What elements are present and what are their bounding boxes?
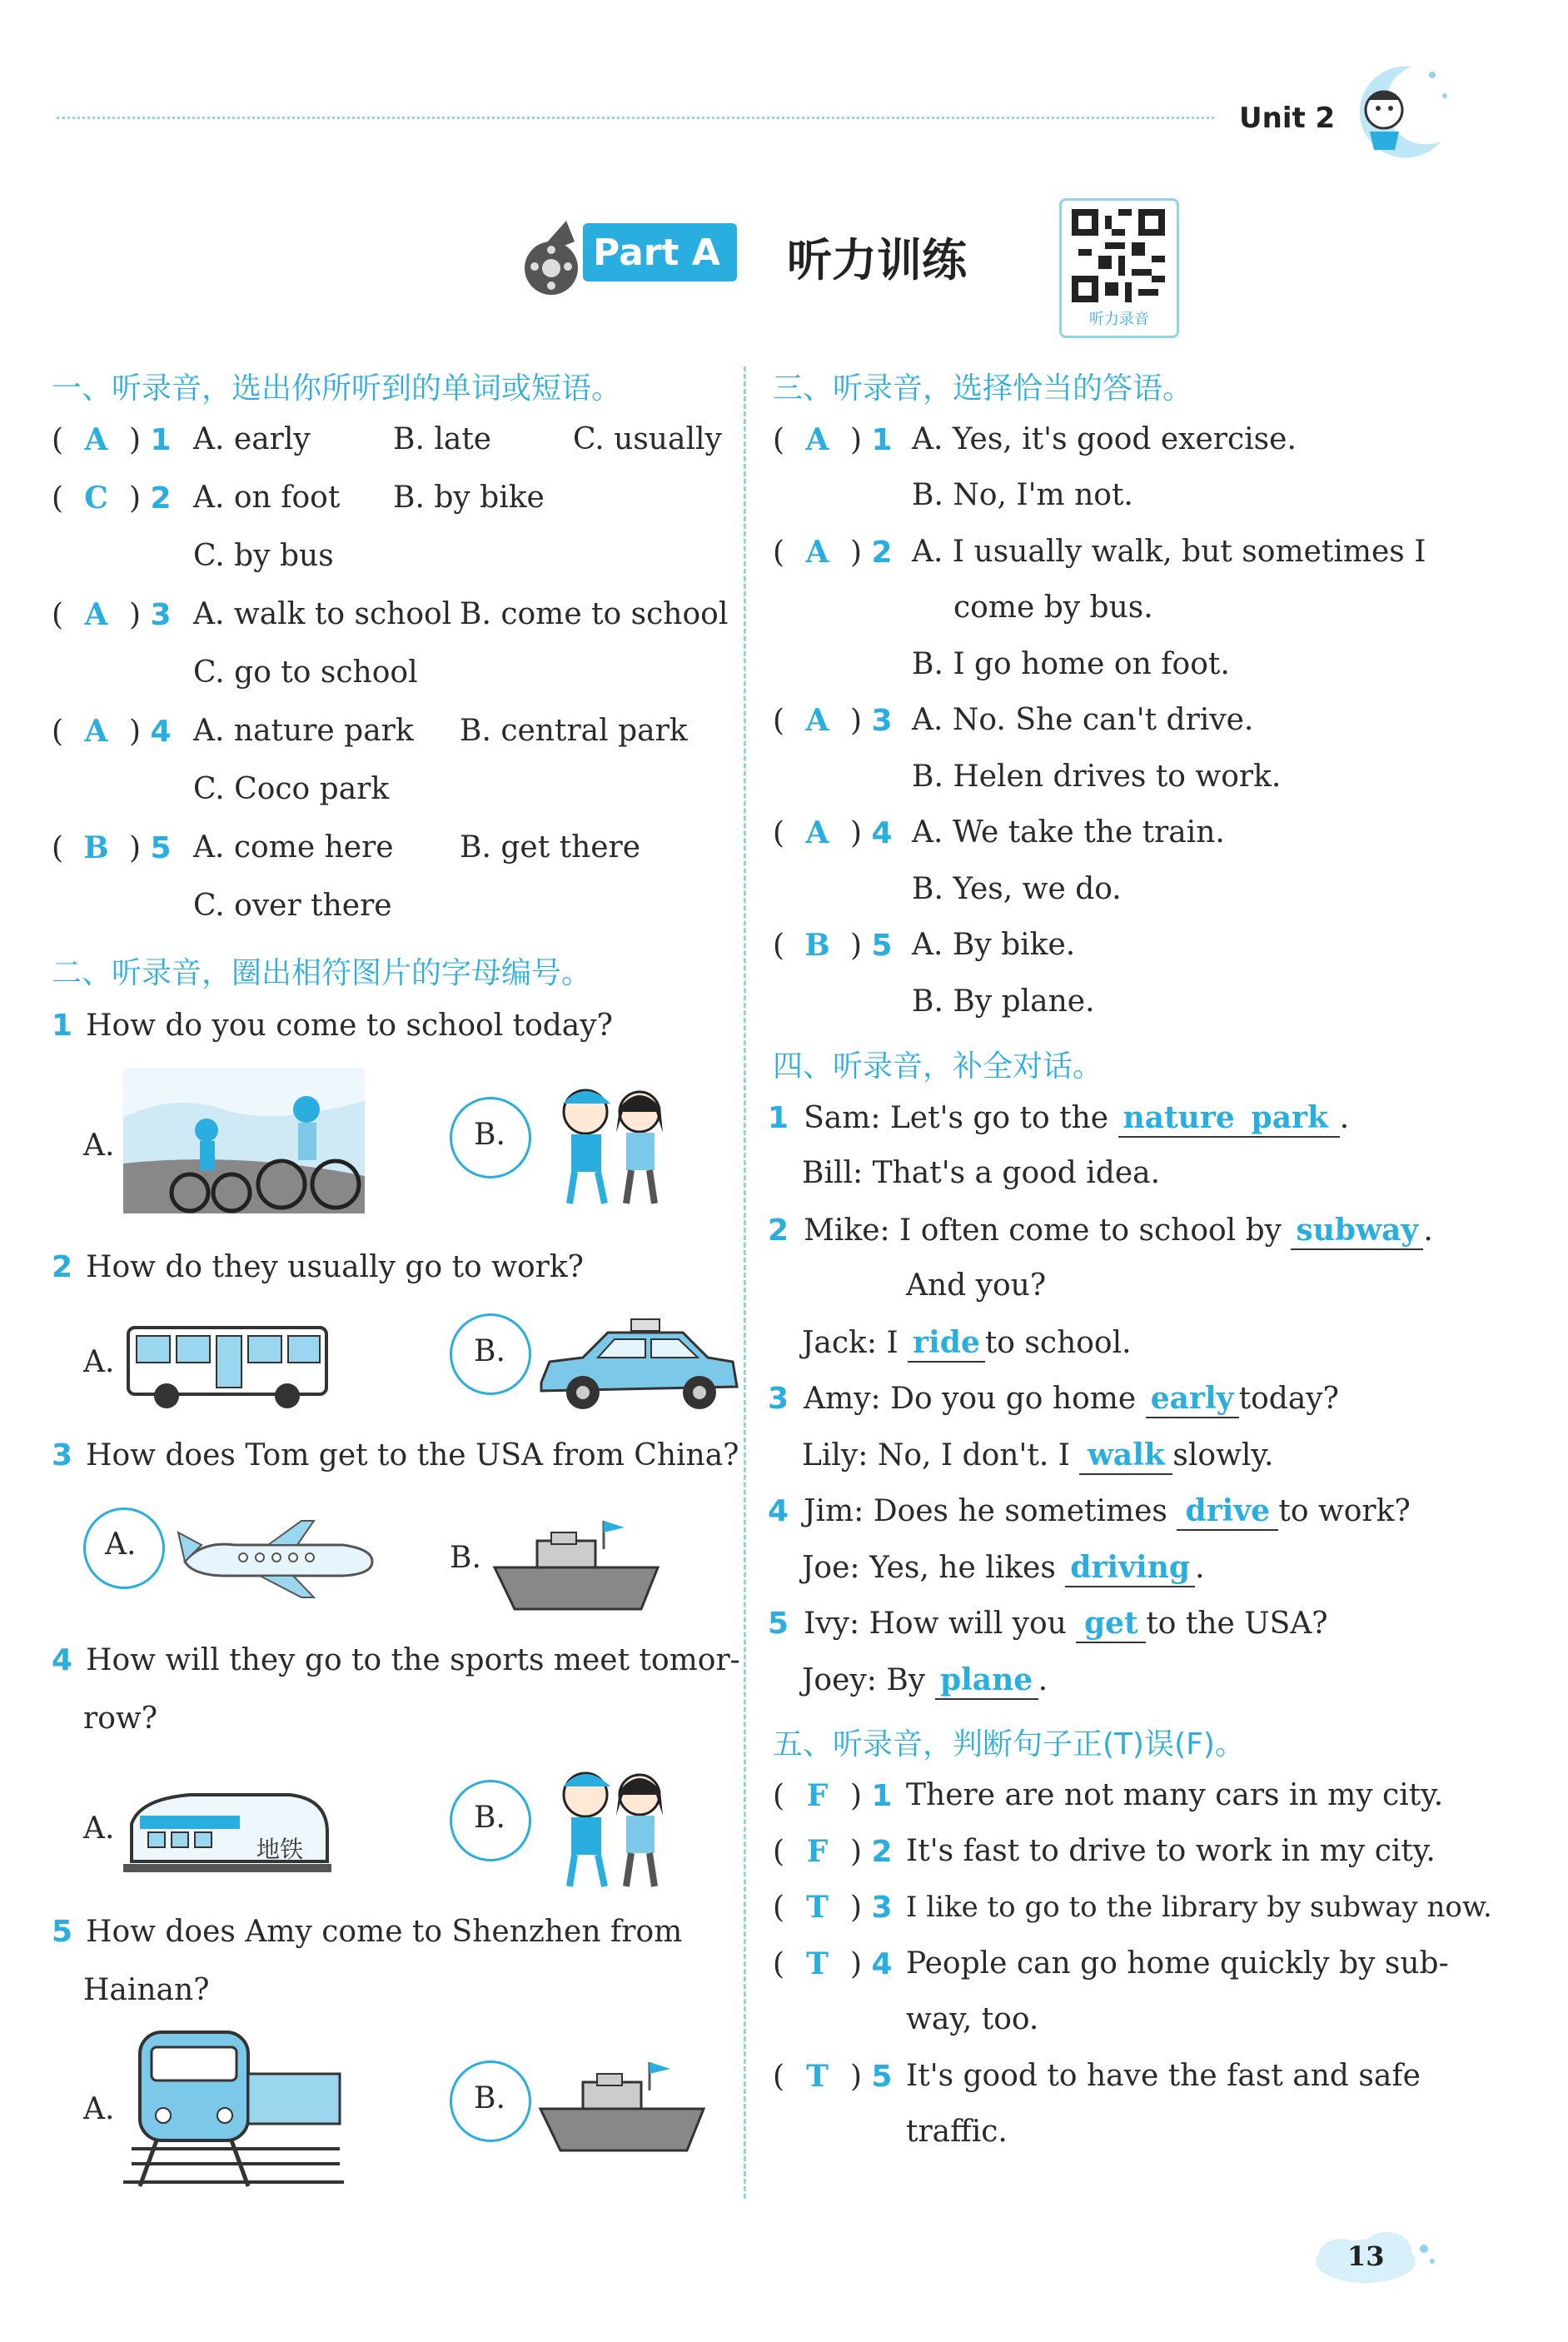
s1-q5-option-b: B. get there	[460, 830, 641, 865]
s5-q4-bracket-close: )	[849, 1947, 862, 1981]
s5-q2	[773, 1833, 893, 1871]
s3-q4-bracket-close: )	[849, 816, 862, 850]
s3-q5-option-a: A. By bike.	[912, 928, 1076, 962]
s3-q1-bracket-close: )	[849, 423, 862, 457]
taxi-picture	[533, 1316, 741, 1416]
s4-d3-text2: Lily: No, I don't. I	[802, 1438, 1070, 1472]
s1-q5	[52, 830, 172, 867]
s1-q4-bracket-open: (	[52, 715, 64, 749]
s3-q4	[773, 815, 893, 852]
s2-q3-text: How does Tom get to the USA from China?	[86, 1438, 739, 1472]
s2-q2	[52, 1249, 584, 1286]
s5-q3-bracket-open: (	[773, 1891, 785, 1925]
qr-caption: 听力录音	[1089, 311, 1149, 328]
s1-q1-number: 1	[150, 423, 172, 457]
s1-q5-option-c: C. over there	[193, 889, 392, 923]
s2-q2-option-a-label[interactable]: A.	[83, 1345, 115, 1379]
s5-q1-number: 1	[871, 1779, 893, 1813]
s4-d5-text1b: to the USA?	[1146, 1607, 1328, 1641]
s4-d5-line2: Joey: By plane .	[802, 1662, 1048, 1700]
s5-q5-text-cont: traffic.	[906, 2115, 1008, 2149]
s3-q5-bracket-close: )	[849, 929, 862, 963]
s2-q1-text: How do you come to school today?	[86, 1009, 613, 1043]
subway-picture	[123, 1782, 331, 1882]
s5-q3-text: I like to go to the library by subway now.	[906, 1891, 1492, 1924]
s1-q4-option-a: A. nature park	[193, 714, 414, 748]
s1-q1-bracket-open: (	[52, 423, 64, 457]
s3-q1-answer[interactable]: A	[805, 422, 829, 457]
s4-d3-blank1[interactable]: early	[1146, 1380, 1239, 1418]
s5-q1	[773, 1777, 893, 1815]
s3-q2-answer[interactable]: A	[805, 535, 829, 570]
s2-q4-option-b-label[interactable]: B.	[474, 1801, 505, 1835]
s1-q2-answer[interactable]: C	[84, 481, 108, 516]
s3-q2-bracket-close: )	[849, 536, 862, 570]
s2-q3-number: 3	[52, 1438, 73, 1472]
s3-q1	[773, 421, 893, 459]
s5-q5-answer[interactable]: T	[806, 2059, 829, 2094]
s1-q2-option-c: C. by bus	[193, 539, 334, 573]
s5-q5-text: It's good to have the fast and safe	[906, 2059, 1421, 2093]
s5-q2-bracket-close: )	[849, 1835, 862, 1869]
s4-d4-blank2[interactable]: driving	[1065, 1549, 1195, 1587]
s4-d4-line2: Joe: Yes, he likes driving .	[802, 1549, 1205, 1587]
s3-q4-option-b: B. Yes, we do.	[912, 872, 1122, 906]
s3-q3-number: 3	[871, 704, 893, 738]
s1-q2-bracket-open: (	[52, 481, 64, 516]
s1-q2-option-b: B. by bike	[393, 481, 545, 515]
s2-q5-text-cont: Hainan?	[83, 1973, 210, 2007]
s4-d2-text: Mike: I often come to school by	[804, 1213, 1282, 1248]
s3-q3-option-a: A. No. She can't drive.	[912, 703, 1254, 737]
s2-q1-option-a-label[interactable]: A.	[83, 1129, 115, 1163]
column-divider	[744, 366, 746, 2199]
s5-q2-text: It's fast to drive to work in my city.	[906, 1834, 1436, 1868]
s5-q4-number: 4	[871, 1947, 893, 1981]
s2-q5-option-a-label[interactable]: A.	[83, 2092, 115, 2126]
s4-d4-text: Jim: Does he sometimes	[804, 1494, 1167, 1528]
s3-q2-option-a-cont: come by bus.	[953, 590, 1153, 625]
section4-heading: 四、听录音，补全对话。	[773, 1049, 1103, 1084]
s4-d4-number: 4	[768, 1494, 789, 1528]
airplane-picture	[177, 1516, 376, 1599]
cyclists-picture	[123, 1068, 365, 1213]
s4-d4-text1b: to work?	[1278, 1494, 1411, 1528]
s1-q3-option-a: A. walk to school	[193, 597, 452, 631]
s3-q5-number: 5	[871, 929, 893, 963]
section2-heading: 二、听录音，圈出相符图片的字母编号。	[52, 956, 592, 990]
s1-q3-answer[interactable]: A	[84, 597, 108, 632]
s5-q1-bracket-open: (	[773, 1779, 785, 1813]
s2-q4-number: 4	[52, 1643, 73, 1677]
s2-q3-option-a-label[interactable]: A.	[105, 1527, 137, 1562]
s1-q1-option-a: A. early	[193, 422, 311, 456]
s5-q3	[773, 1889, 893, 1926]
section1-heading: 一、听录音，选出你所听到的单词或短语。	[52, 371, 622, 406]
s5-q3-number: 3	[871, 1891, 893, 1925]
s1-q5-number: 5	[150, 831, 172, 865]
s4-d3-blank2[interactable]: walk	[1079, 1437, 1172, 1475]
s1-q5-bracket-open: (	[52, 831, 64, 865]
s4-d5-line1	[768, 1605, 1328, 1643]
s4-d3-number: 3	[768, 1382, 789, 1416]
s1-q4-bracket-close: )	[128, 715, 141, 749]
s2-q5-number: 5	[52, 1915, 73, 1949]
s1-q3-option-b: B. come to school	[460, 597, 729, 631]
s2-q5-text: How does Amy come to Shenzhen from	[86, 1915, 683, 1949]
s3-q2-number: 2	[871, 536, 893, 570]
s3-q3-bracket-close: )	[849, 704, 862, 738]
header-dotted-line	[57, 117, 1214, 119]
s3-q3-answer[interactable]: A	[805, 703, 829, 738]
qr-code-icon	[1072, 209, 1165, 302]
s5-q5-bracket-close: )	[849, 2060, 862, 2094]
s3-q3	[773, 702, 893, 740]
s5-q4-bracket-open: (	[773, 1947, 785, 1981]
s4-d1-blank2[interactable]: park	[1240, 1099, 1340, 1138]
s4-d3-text2b: slowly.	[1172, 1438, 1274, 1472]
s1-q1	[52, 421, 172, 459]
s1-q3-bracket-open: (	[52, 598, 64, 632]
s4-d2-blank1[interactable]: subway	[1291, 1212, 1423, 1250]
s4-d4-blank1[interactable]: drive	[1177, 1492, 1278, 1531]
s3-q2-bracket-open: (	[773, 536, 785, 570]
s3-q2-option-a: A. I usually walk, but sometimes I	[912, 535, 1426, 569]
s5-q4-text: People can go home quickly by sub-	[906, 1946, 1449, 1981]
s1-q3-bracket-close: )	[128, 598, 141, 632]
s4-d3-line1	[768, 1380, 1339, 1418]
s4-d1-line2: Bill: That's a good idea.	[802, 1156, 1161, 1190]
s5-q4-text-cont: way, too.	[906, 2002, 1039, 2036]
unit-label: Unit 2	[1239, 102, 1336, 135]
s2-q1-option-b-label[interactable]: B.	[474, 1118, 505, 1152]
s1-q2-option-a: A. on foot	[193, 481, 341, 515]
s3-q5	[773, 927, 893, 964]
s4-d1-line1: 1 Sam: Let's go to the nature park .	[768, 1099, 1349, 1138]
s4-d2-line1: 2 Mike: I often come to school by subway .	[768, 1212, 1433, 1250]
s4-d5-text: Ivy: How will you	[804, 1607, 1067, 1641]
s1-q4	[52, 713, 172, 750]
s2-q3	[52, 1438, 739, 1474]
s1-q2	[52, 480, 172, 517]
s1-q3-number: 3	[150, 598, 172, 632]
s4-d5-number: 5	[768, 1607, 789, 1641]
s4-d4-line1	[768, 1492, 1411, 1531]
section5-heading: 五、听录音，判断句子正(T)误(F)。	[773, 1727, 1245, 1761]
ship-picture	[491, 1516, 662, 1616]
s1-q1-answer[interactable]: A	[84, 422, 108, 457]
s5-q4	[773, 1946, 893, 1983]
s3-q1-number: 1	[871, 423, 893, 457]
section3-heading: 三、听录音，选择恰当的答语。	[773, 371, 1193, 406]
s4-d2-text2b: to school.	[984, 1326, 1132, 1360]
s4-d1-number: 1	[768, 1101, 789, 1135]
s2-q2-text: How do they usually go to work?	[86, 1250, 584, 1284]
s1-q4-answer[interactable]: A	[84, 714, 108, 749]
s3-q4-bracket-open: (	[773, 816, 785, 850]
page-number: 13	[1347, 2240, 1385, 2272]
s4-d3-text1b: today?	[1238, 1382, 1339, 1416]
s2-q1-number: 1	[52, 1009, 73, 1043]
s1-q4-option-b: B. central park	[460, 714, 688, 748]
s5-q3-answer[interactable]: T	[806, 1890, 829, 1925]
s5-q1-answer[interactable]: F	[806, 1778, 829, 1813]
s2-q4-option-a-label[interactable]: A.	[83, 1811, 115, 1846]
s4-d2-number: 2	[768, 1213, 789, 1248]
s3-q1-option-a: A. Yes, it's good exercise.	[912, 422, 1297, 456]
s1-q3	[52, 596, 172, 634]
s3-q4-number: 4	[871, 816, 893, 850]
s2-q4-text-cont: row?	[83, 1702, 157, 1736]
s1-q5-bracket-close: )	[128, 831, 141, 865]
s5-q3-bracket-close: )	[849, 1891, 862, 1925]
s2-q1	[52, 1008, 613, 1044]
s2-q5-option-b-label[interactable]: B.	[474, 2081, 505, 2115]
s4-d2-line1b: And you?	[906, 1268, 1047, 1303]
bus-picture	[125, 1323, 333, 1414]
s4-d3-line2	[802, 1437, 1273, 1475]
s5-q1-bracket-close: )	[849, 1779, 862, 1813]
walking-kids-picture	[540, 1074, 685, 1212]
s5-q1-text: There are not many cars in my city.	[906, 1778, 1444, 1812]
s5-q2-number: 2	[871, 1835, 893, 1869]
s3-q5-answer[interactable]: B	[804, 928, 830, 963]
s3-q1-bracket-open: (	[773, 423, 785, 457]
s1-q5-option-a: A. come here	[193, 830, 394, 865]
s2-q3-option-b-label[interactable]: B.	[450, 1541, 481, 1575]
s5-q5	[773, 2058, 893, 2095]
subway-sign-text: 地铁	[256, 1836, 304, 1863]
s1-q1-option-c: C. usually	[573, 422, 722, 456]
s3-q2-option-b: B. I go home on foot.	[912, 647, 1230, 681]
walking-kids-picture-2	[540, 1757, 685, 1895]
section-title: 听力训练	[787, 234, 967, 287]
s2-q2-number: 2	[52, 1250, 73, 1284]
s4-d5-text2: Joey: By	[802, 1663, 926, 1697]
s3-q1-option-b: B. No, I'm not.	[912, 478, 1133, 512]
s2-q4-text: How will they go to the sports meet tomor-	[86, 1643, 740, 1677]
qr-code-box[interactable]	[1059, 198, 1179, 338]
s1-q1-bracket-close: )	[128, 423, 141, 457]
train-picture	[123, 2024, 344, 2190]
s3-q5-option-b: B. By plane.	[912, 984, 1095, 1019]
s1-q4-number: 4	[150, 715, 172, 749]
s4-d2-blank2[interactable]: ride	[908, 1324, 985, 1363]
s5-q2-answer[interactable]: F	[806, 1834, 829, 1869]
s3-q3-option-b: B. Helen drives to work.	[912, 760, 1282, 794]
s1-q5-answer[interactable]: B	[83, 830, 109, 865]
s1-q2-number: 2	[150, 481, 172, 516]
s2-q5	[52, 1914, 682, 1951]
s4-d1-blank1[interactable]: nature	[1118, 1099, 1240, 1138]
s5-q2-bracket-open: (	[773, 1835, 785, 1869]
s1-q2-bracket-close: )	[128, 481, 141, 516]
s3-q4-answer[interactable]: A	[805, 815, 829, 850]
s3-q2	[773, 534, 893, 571]
s3-q5-bracket-open: (	[773, 929, 785, 963]
s5-q5-bracket-open: (	[773, 2060, 785, 2094]
s4-d1-text: Sam: Let's go to the	[804, 1101, 1109, 1135]
s4-d3-text: Amy: Do you go home	[804, 1382, 1137, 1416]
part-a-label: Part A	[593, 232, 720, 274]
s2-q2-option-b-label[interactable]: B.	[474, 1334, 505, 1368]
s1-q4-option-c: C. Coco park	[193, 772, 390, 806]
ship-picture-2	[537, 2057, 708, 2157]
s5-q5-number: 5	[871, 2060, 893, 2094]
s4-d4-text2: Joe: Yes, he likes	[802, 1551, 1056, 1585]
moon-character-icon	[1332, 50, 1457, 162]
s2-q4	[52, 1642, 740, 1679]
s4-d2-text2: Jack: I	[802, 1326, 898, 1360]
s1-q1-option-b: B. late	[393, 422, 492, 456]
s3-q4-option-a: A. We take the train.	[912, 815, 1225, 850]
s4-d5-blank2[interactable]: plane	[935, 1662, 1038, 1700]
s5-q4-answer[interactable]: T	[806, 1946, 829, 1981]
s3-q3-bracket-open: (	[773, 704, 785, 738]
s4-d5-blank1[interactable]: get	[1076, 1605, 1146, 1643]
s4-d2-line2	[802, 1324, 1132, 1363]
s1-q3-option-c: C. go to school	[193, 655, 418, 690]
